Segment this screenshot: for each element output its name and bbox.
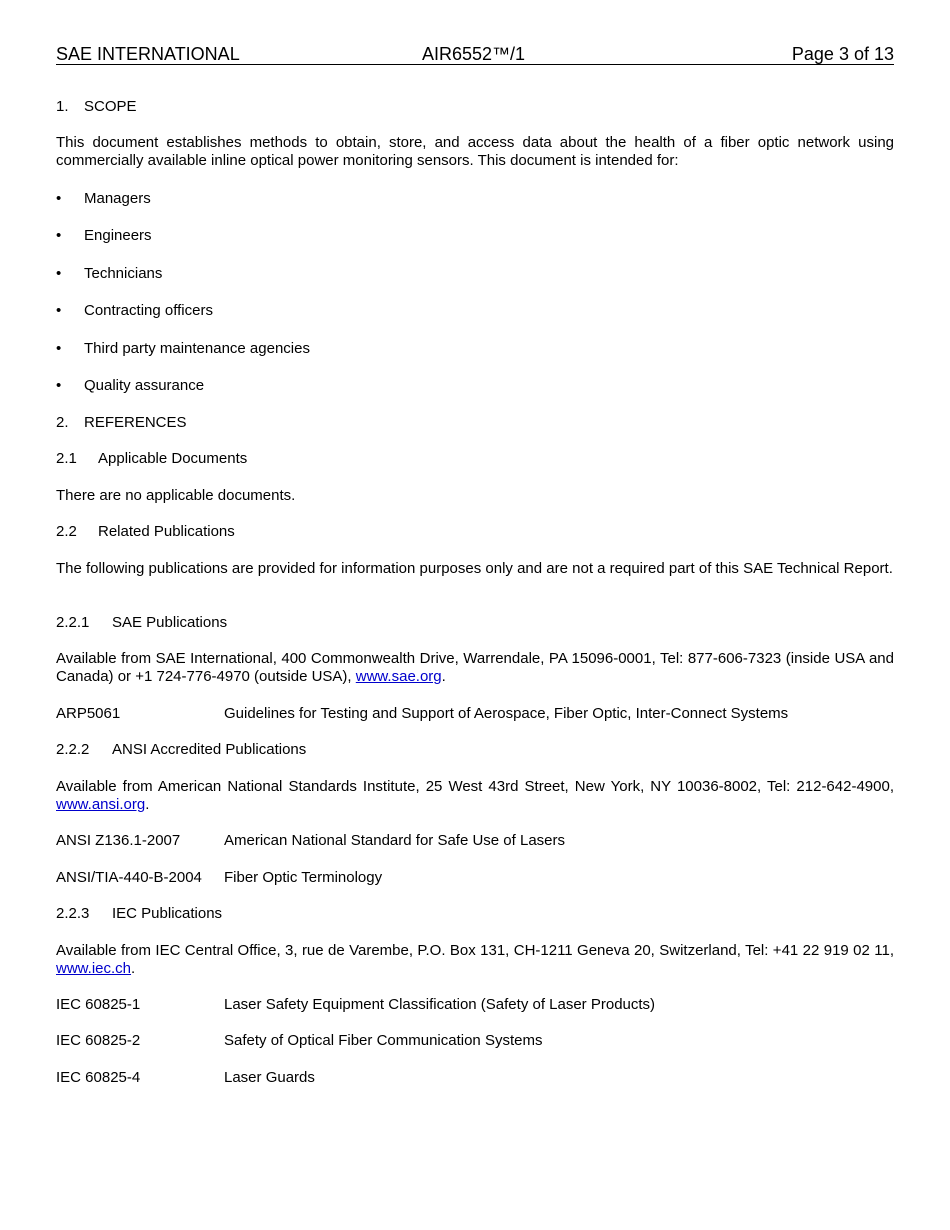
list-item <box>56 265 894 283</box>
sae-availability-text <box>56 650 894 686</box>
subsection-heading-ansi-publications <box>56 741 894 759</box>
list-item <box>56 190 894 208</box>
period: . <box>441 668 446 685</box>
list-item-text: Engineers <box>84 227 152 244</box>
list-item <box>56 377 894 395</box>
subsection-number: 2.2.1 <box>56 614 90 631</box>
related-publications-text: The following publications are provided for information purposes only and are not a required part of this SAE Technical Report. <box>56 560 893 577</box>
subsection-title: IEC Publications <box>112 905 223 922</box>
subsection-heading-iec-publications <box>56 905 894 923</box>
subsection-title: Applicable Documents <box>98 450 248 467</box>
reference-code: ARP5061 <box>56 705 121 722</box>
section-heading-references <box>56 414 894 432</box>
iec-website-link[interactable]: www.iec.ch <box>56 960 132 977</box>
period: . <box>145 796 150 813</box>
list-item <box>56 302 894 320</box>
list-item <box>56 340 894 358</box>
reference-title: Laser Safety Equipment Classification (Safety of Laser Products) <box>224 996 656 1013</box>
bullet-glyph: • <box>56 227 62 244</box>
reference-code: ANSI Z136.1-2007 <box>56 832 181 849</box>
sae-website-link[interactable]: www.sae.org <box>355 668 442 685</box>
subsection-number: 2.2 <box>56 523 77 540</box>
list-item-text: Third party maintenance agencies <box>84 340 310 357</box>
reference-code: ANSI/TIA-440-B-2004 <box>56 869 202 886</box>
reference-title: Fiber Optic Terminology <box>224 869 383 886</box>
section-heading-scope <box>56 98 894 116</box>
header-page-number: Page 3 of 13 <box>791 44 894 64</box>
page-header <box>56 44 894 65</box>
reference-code: IEC 60825-2 <box>56 1032 141 1049</box>
availability-text: Available from American National Standards Institute, 25 West 43rd Street, New York, NY 10036-8002, Tel: 212-642-4900, <box>56 778 894 795</box>
reference-entry <box>56 996 894 1014</box>
applicable-documents-text: There are no applicable documents. <box>56 487 296 504</box>
subsection-title: ANSI Accredited Publications <box>112 741 307 758</box>
list-item <box>56 227 894 245</box>
reference-code: IEC 60825-4 <box>56 1069 141 1086</box>
subsection-number: 2.2.2 <box>56 741 90 758</box>
availability-text: Available from IEC Central Office, 3, rue de Varembe, P.O. Box 131, CH-1211 Geneva 20, Switzerland, Tel: +41 22 919 02 11, <box>56 942 894 959</box>
header-doc-id: AIR6552™/1 <box>422 44 526 64</box>
bullet-glyph: • <box>56 302 62 319</box>
iec-availability-text <box>56 942 894 978</box>
bullet-glyph: • <box>56 190 62 207</box>
reference-entry <box>56 832 894 850</box>
reference-title: American National Standard for Safe Use of Lasers <box>224 832 566 849</box>
list-item-text: Contracting officers <box>84 302 213 319</box>
reference-code: IEC 60825-1 <box>56 996 141 1013</box>
reference-title: Laser Guards <box>224 1069 315 1086</box>
availability-text: Available from SAE International, 400 Commonwealth Drive, Warrendale, PA 15096-0001, Tel: 877-606-7323 (inside USA and Canada) or +1 724-776-4970 (outside USA), <box>56 650 894 685</box>
subsection-number: 2.1 <box>56 450 77 467</box>
subsection-heading-applicable-documents <box>56 450 894 468</box>
section-number: 1. <box>56 98 69 115</box>
scope-paragraph: This document establishes methods to obtain, store, and access data about the health of a fiber optic network using commercially available inline optical power monitoring sensors. This document is intended for: <box>56 134 894 169</box>
subsection-heading-related-publications <box>56 523 894 541</box>
ansi-website-link[interactable]: www.ansi.org <box>56 796 146 813</box>
list-item-text: Managers <box>84 190 151 207</box>
subsection-title: Related Publications <box>98 523 235 540</box>
ansi-availability-text <box>56 778 894 814</box>
header-org: SAE INTERNATIONAL <box>56 44 240 64</box>
list-item-text: Quality assurance <box>84 377 205 394</box>
section-title: SCOPE <box>84 98 137 115</box>
reference-entry <box>56 1032 894 1050</box>
reference-entry <box>56 1069 894 1087</box>
bullet-glyph: • <box>56 377 62 394</box>
bullet-glyph: • <box>56 340 62 357</box>
reference-entry <box>56 705 894 723</box>
reference-entry <box>56 869 894 887</box>
reference-title: Guidelines for Testing and Support of Aerospace, Fiber Optic, Inter-Connect Systems <box>224 705 789 722</box>
section-title: REFERENCES <box>84 414 187 431</box>
subsection-heading-sae-publications <box>56 614 894 632</box>
list-item-text: Technicians <box>84 265 163 282</box>
reference-title: Safety of Optical Fiber Communication Systems <box>224 1032 543 1049</box>
subsection-number: 2.2.3 <box>56 905 90 922</box>
section-number: 2. <box>56 414 69 431</box>
bullet-glyph: • <box>56 265 62 282</box>
subsection-title: SAE Publications <box>112 614 228 631</box>
period: . <box>131 960 136 977</box>
